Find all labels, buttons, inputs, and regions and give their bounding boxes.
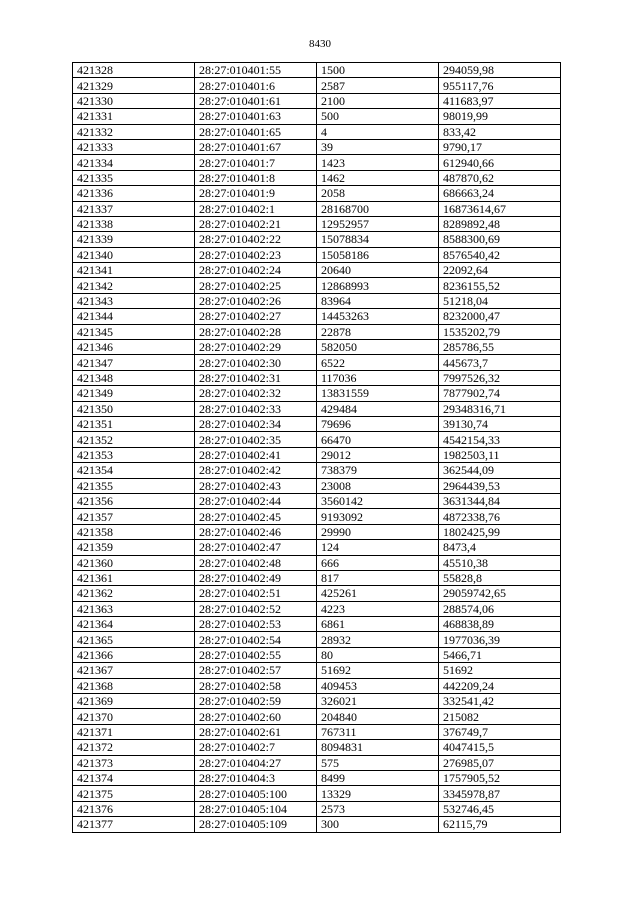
table-row — [73, 724, 561, 739]
data-table — [72, 62, 561, 833]
row-number-cell: 421376 — [73, 801, 195, 816]
area-cell: 409453 — [317, 678, 439, 693]
row-number-cell: 421348 — [73, 370, 195, 385]
cadastral-number-cell: 28:27:010401:7 — [195, 155, 317, 170]
cadastral-number-cell: 28:27:010402:53 — [195, 617, 317, 632]
row-number-cell: 421373 — [73, 755, 195, 770]
table-row — [73, 232, 561, 247]
row-number-cell: 421364 — [73, 617, 195, 632]
cadastral-number-cell: 28:27:010402:51 — [195, 586, 317, 601]
value-cell: 332541,42 — [439, 694, 561, 709]
value-cell: 833,42 — [439, 124, 561, 139]
table-row — [73, 755, 561, 770]
value-cell: 8236155,52 — [439, 278, 561, 293]
row-number-cell: 421351 — [73, 416, 195, 431]
cadastral-number-cell: 28:27:010402:21 — [195, 216, 317, 231]
table-row — [73, 355, 561, 370]
value-cell: 376749,7 — [439, 724, 561, 739]
cadastral-number-cell: 28:27:010402:43 — [195, 478, 317, 493]
table-row — [73, 524, 561, 539]
table-row — [73, 370, 561, 385]
table-row — [73, 247, 561, 262]
row-number-cell: 421370 — [73, 709, 195, 724]
row-number-cell: 421365 — [73, 632, 195, 647]
area-cell: 2573 — [317, 801, 439, 816]
table-row — [73, 63, 561, 78]
row-number-cell: 421374 — [73, 770, 195, 785]
cadastral-number-cell: 28:27:010402:60 — [195, 709, 317, 724]
row-number-cell: 421352 — [73, 432, 195, 447]
table-row — [73, 124, 561, 139]
row-number-cell: 421369 — [73, 694, 195, 709]
table-row — [73, 401, 561, 416]
row-number-cell: 421371 — [73, 724, 195, 739]
area-cell: 13329 — [317, 786, 439, 801]
cadastral-number-cell: 28:27:010402:1 — [195, 201, 317, 216]
table-row — [73, 447, 561, 462]
cadastral-number-cell: 28:27:010402:26 — [195, 293, 317, 308]
table-row — [73, 786, 561, 801]
table-row — [73, 263, 561, 278]
table-row — [73, 570, 561, 585]
area-cell: 4223 — [317, 601, 439, 616]
row-number-cell: 421330 — [73, 93, 195, 108]
area-cell: 575 — [317, 755, 439, 770]
table-row — [73, 309, 561, 324]
cadastral-number-cell: 28:27:010402:33 — [195, 401, 317, 416]
cadastral-number-cell: 28:27:010402:46 — [195, 524, 317, 539]
value-cell: 4542154,33 — [439, 432, 561, 447]
row-number-cell: 421359 — [73, 540, 195, 555]
table-row — [73, 216, 561, 231]
value-cell: 612940,66 — [439, 155, 561, 170]
row-number-cell: 421332 — [73, 124, 195, 139]
area-cell: 22878 — [317, 324, 439, 339]
value-cell: 8473,4 — [439, 540, 561, 555]
cadastral-number-cell: 28:27:010402:58 — [195, 678, 317, 693]
cadastral-number-cell: 28:27:010402:49 — [195, 570, 317, 585]
area-cell: 124 — [317, 540, 439, 555]
cadastral-number-cell: 28:27:010402:25 — [195, 278, 317, 293]
cadastral-number-cell: 28:27:010402:48 — [195, 555, 317, 570]
row-number-cell: 421341 — [73, 263, 195, 278]
table-row — [73, 740, 561, 755]
area-cell: 29012 — [317, 447, 439, 462]
row-number-cell: 421335 — [73, 170, 195, 185]
row-number-cell: 421328 — [73, 63, 195, 78]
cadastral-number-cell: 28:27:010402:47 — [195, 540, 317, 555]
row-number-cell: 421358 — [73, 524, 195, 539]
area-cell: 1423 — [317, 155, 439, 170]
area-cell: 12868993 — [317, 278, 439, 293]
area-cell: 20640 — [317, 263, 439, 278]
row-number-cell: 421345 — [73, 324, 195, 339]
cadastral-number-cell: 28:27:010402:27 — [195, 309, 317, 324]
value-cell: 55828,8 — [439, 570, 561, 585]
area-cell: 13831559 — [317, 386, 439, 401]
value-cell: 8289892,48 — [439, 216, 561, 231]
value-cell: 45510,38 — [439, 555, 561, 570]
value-cell: 16873614,67 — [439, 201, 561, 216]
cadastral-number-cell: 28:27:010402:24 — [195, 263, 317, 278]
cadastral-number-cell: 28:27:010402:59 — [195, 694, 317, 709]
value-cell: 3345978,87 — [439, 786, 561, 801]
table-row — [73, 170, 561, 185]
area-cell: 83964 — [317, 293, 439, 308]
value-cell: 29348316,71 — [439, 401, 561, 416]
row-number-cell: 421356 — [73, 493, 195, 508]
area-cell: 500 — [317, 109, 439, 124]
row-number-cell: 421349 — [73, 386, 195, 401]
value-cell: 7877902,74 — [439, 386, 561, 401]
area-cell: 39 — [317, 139, 439, 154]
area-cell: 3560142 — [317, 493, 439, 508]
cadastral-number-cell: 28:27:010401:55 — [195, 63, 317, 78]
area-cell: 8094831 — [317, 740, 439, 755]
area-cell: 15058186 — [317, 247, 439, 262]
cadastral-number-cell: 28:27:010402:44 — [195, 493, 317, 508]
value-cell: 8576540,42 — [439, 247, 561, 262]
table-row — [73, 555, 561, 570]
cadastral-number-cell: 28:27:010401:6 — [195, 78, 317, 93]
area-cell: 6522 — [317, 355, 439, 370]
cadastral-number-cell: 28:27:010402:57 — [195, 663, 317, 678]
cadastral-number-cell: 28:27:010405:109 — [195, 817, 317, 832]
area-cell: 738379 — [317, 463, 439, 478]
table-row — [73, 416, 561, 431]
cadastral-number-cell: 28:27:010401:63 — [195, 109, 317, 124]
cadastral-number-cell: 28:27:010401:8 — [195, 170, 317, 185]
value-cell: 468838,89 — [439, 617, 561, 632]
value-cell: 9790,17 — [439, 139, 561, 154]
row-number-cell: 421355 — [73, 478, 195, 493]
value-cell: 3631344,84 — [439, 493, 561, 508]
value-cell: 532746,45 — [439, 801, 561, 816]
value-cell: 8232000,47 — [439, 309, 561, 324]
table-row — [73, 93, 561, 108]
table-row — [73, 139, 561, 154]
cadastral-number-cell: 28:27:010402:23 — [195, 247, 317, 262]
value-cell: 8588300,69 — [439, 232, 561, 247]
area-cell: 23008 — [317, 478, 439, 493]
cadastral-number-cell: 28:27:010402:41 — [195, 447, 317, 462]
value-cell: 22092,64 — [439, 263, 561, 278]
cadastral-number-cell: 28:27:010402:45 — [195, 509, 317, 524]
table-row — [73, 694, 561, 709]
table-row — [73, 632, 561, 647]
area-cell: 8499 — [317, 770, 439, 785]
value-cell: 29059742,65 — [439, 586, 561, 601]
row-number-cell: 421366 — [73, 647, 195, 662]
table-row — [73, 601, 561, 616]
cadastral-number-cell: 28:27:010405:104 — [195, 801, 317, 816]
table-row — [73, 801, 561, 816]
cadastral-number-cell: 28:27:010402:7 — [195, 740, 317, 755]
value-cell: 276985,07 — [439, 755, 561, 770]
cadastral-number-cell: 28:27:010404:3 — [195, 770, 317, 785]
value-cell: 5466,71 — [439, 647, 561, 662]
cadastral-number-cell: 28:27:010405:100 — [195, 786, 317, 801]
area-cell: 80 — [317, 647, 439, 662]
value-cell: 51218,04 — [439, 293, 561, 308]
area-cell: 12952957 — [317, 216, 439, 231]
area-cell: 1500 — [317, 63, 439, 78]
row-number-cell: 421336 — [73, 186, 195, 201]
row-number-cell: 421329 — [73, 78, 195, 93]
value-cell: 215082 — [439, 709, 561, 724]
area-cell: 2100 — [317, 93, 439, 108]
area-cell: 817 — [317, 570, 439, 585]
cadastral-number-cell: 28:27:010402:61 — [195, 724, 317, 739]
value-cell: 288574,06 — [439, 601, 561, 616]
table-row — [73, 432, 561, 447]
value-cell: 98019,99 — [439, 109, 561, 124]
table-row — [73, 478, 561, 493]
cadastral-number-cell: 28:27:010402:28 — [195, 324, 317, 339]
cadastral-number-cell: 28:27:010401:61 — [195, 93, 317, 108]
row-number-cell: 421362 — [73, 586, 195, 601]
area-cell: 1462 — [317, 170, 439, 185]
cadastral-number-cell: 28:27:010402:29 — [195, 340, 317, 355]
row-number-cell: 421331 — [73, 109, 195, 124]
table-row — [73, 278, 561, 293]
cadastral-number-cell: 28:27:010402:35 — [195, 432, 317, 447]
value-cell: 7997526,32 — [439, 370, 561, 385]
table-row — [73, 663, 561, 678]
table-row — [73, 647, 561, 662]
cadastral-number-cell: 28:27:010402:22 — [195, 232, 317, 247]
value-cell: 1802425,99 — [439, 524, 561, 539]
value-cell: 2964439,53 — [439, 478, 561, 493]
area-cell: 51692 — [317, 663, 439, 678]
area-cell: 6861 — [317, 617, 439, 632]
value-cell: 39130,74 — [439, 416, 561, 431]
cadastral-number-cell: 28:27:010401:65 — [195, 124, 317, 139]
row-number-cell: 421342 — [73, 278, 195, 293]
row-number-cell: 421343 — [73, 293, 195, 308]
value-cell: 294059,98 — [439, 63, 561, 78]
row-number-cell: 421337 — [73, 201, 195, 216]
cadastral-number-cell: 28:27:010402:54 — [195, 632, 317, 647]
cadastral-number-cell: 28:27:010402:31 — [195, 370, 317, 385]
table-row — [73, 493, 561, 508]
table-row — [73, 109, 561, 124]
table-row — [73, 540, 561, 555]
row-number-cell: 421334 — [73, 155, 195, 170]
area-cell: 29990 — [317, 524, 439, 539]
row-number-cell: 421353 — [73, 447, 195, 462]
value-cell: 442209,24 — [439, 678, 561, 693]
area-cell: 66470 — [317, 432, 439, 447]
row-number-cell: 421344 — [73, 309, 195, 324]
area-cell: 2587 — [317, 78, 439, 93]
table-row — [73, 463, 561, 478]
cadastral-number-cell: 28:27:010402:34 — [195, 416, 317, 431]
area-cell: 2058 — [317, 186, 439, 201]
row-number-cell: 421360 — [73, 555, 195, 570]
value-cell: 4047415,5 — [439, 740, 561, 755]
cadastral-number-cell: 28:27:010401:9 — [195, 186, 317, 201]
table-row — [73, 770, 561, 785]
area-cell: 204840 — [317, 709, 439, 724]
value-cell: 955117,76 — [439, 78, 561, 93]
row-number-cell: 421340 — [73, 247, 195, 262]
area-cell: 4 — [317, 124, 439, 139]
row-number-cell: 421367 — [73, 663, 195, 678]
area-cell: 429484 — [317, 401, 439, 416]
cadastral-number-cell: 28:27:010402:32 — [195, 386, 317, 401]
table-row — [73, 678, 561, 693]
value-cell: 1757905,52 — [439, 770, 561, 785]
row-number-cell: 421372 — [73, 740, 195, 755]
cadastral-number-cell: 28:27:010402:55 — [195, 647, 317, 662]
value-cell: 445673,7 — [439, 355, 561, 370]
row-number-cell: 421333 — [73, 139, 195, 154]
area-cell: 14453263 — [317, 309, 439, 324]
area-cell: 117036 — [317, 370, 439, 385]
table-row — [73, 324, 561, 339]
value-cell: 686663,24 — [439, 186, 561, 201]
table-row — [73, 386, 561, 401]
row-number-cell: 421357 — [73, 509, 195, 524]
table-row — [73, 509, 561, 524]
value-cell: 62115,79 — [439, 817, 561, 832]
row-number-cell: 421346 — [73, 340, 195, 355]
cadastral-number-cell: 28:27:010401:67 — [195, 139, 317, 154]
row-number-cell: 421338 — [73, 216, 195, 231]
row-number-cell: 421350 — [73, 401, 195, 416]
value-cell: 1535202,79 — [439, 324, 561, 339]
value-cell: 285786,55 — [439, 340, 561, 355]
value-cell: 1977036,39 — [439, 632, 561, 647]
area-cell: 300 — [317, 817, 439, 832]
table-row — [73, 186, 561, 201]
row-number-cell: 421377 — [73, 817, 195, 832]
area-cell: 28168700 — [317, 201, 439, 216]
area-cell: 767311 — [317, 724, 439, 739]
table-row — [73, 201, 561, 216]
table-row — [73, 340, 561, 355]
cadastral-number-cell: 28:27:010402:52 — [195, 601, 317, 616]
value-cell: 487870,62 — [439, 170, 561, 185]
table-row — [73, 586, 561, 601]
value-cell: 51692 — [439, 663, 561, 678]
area-cell: 9193092 — [317, 509, 439, 524]
area-cell: 425261 — [317, 586, 439, 601]
area-cell: 666 — [317, 555, 439, 570]
value-cell: 1982503,11 — [439, 447, 561, 462]
cadastral-number-cell: 28:27:010402:42 — [195, 463, 317, 478]
row-number-cell: 421361 — [73, 570, 195, 585]
table-body — [73, 63, 561, 833]
value-cell: 362544,09 — [439, 463, 561, 478]
value-cell: 4872338,76 — [439, 509, 561, 524]
area-cell: 582050 — [317, 340, 439, 355]
row-number-cell: 421375 — [73, 786, 195, 801]
cadastral-number-cell: 28:27:010404:27 — [195, 755, 317, 770]
table-row — [73, 155, 561, 170]
page-number: 8430 — [309, 38, 331, 50]
row-number-cell: 421368 — [73, 678, 195, 693]
table-row — [73, 293, 561, 308]
row-number-cell: 421347 — [73, 355, 195, 370]
table-row — [73, 817, 561, 832]
table-row — [73, 617, 561, 632]
area-cell: 28932 — [317, 632, 439, 647]
table-row — [73, 709, 561, 724]
area-cell: 15078834 — [317, 232, 439, 247]
area-cell: 326021 — [317, 694, 439, 709]
value-cell: 411683,97 — [439, 93, 561, 108]
area-cell: 79696 — [317, 416, 439, 431]
cadastral-number-cell: 28:27:010402:30 — [195, 355, 317, 370]
table-row — [73, 78, 561, 93]
row-number-cell: 421354 — [73, 463, 195, 478]
row-number-cell: 421363 — [73, 601, 195, 616]
row-number-cell: 421339 — [73, 232, 195, 247]
